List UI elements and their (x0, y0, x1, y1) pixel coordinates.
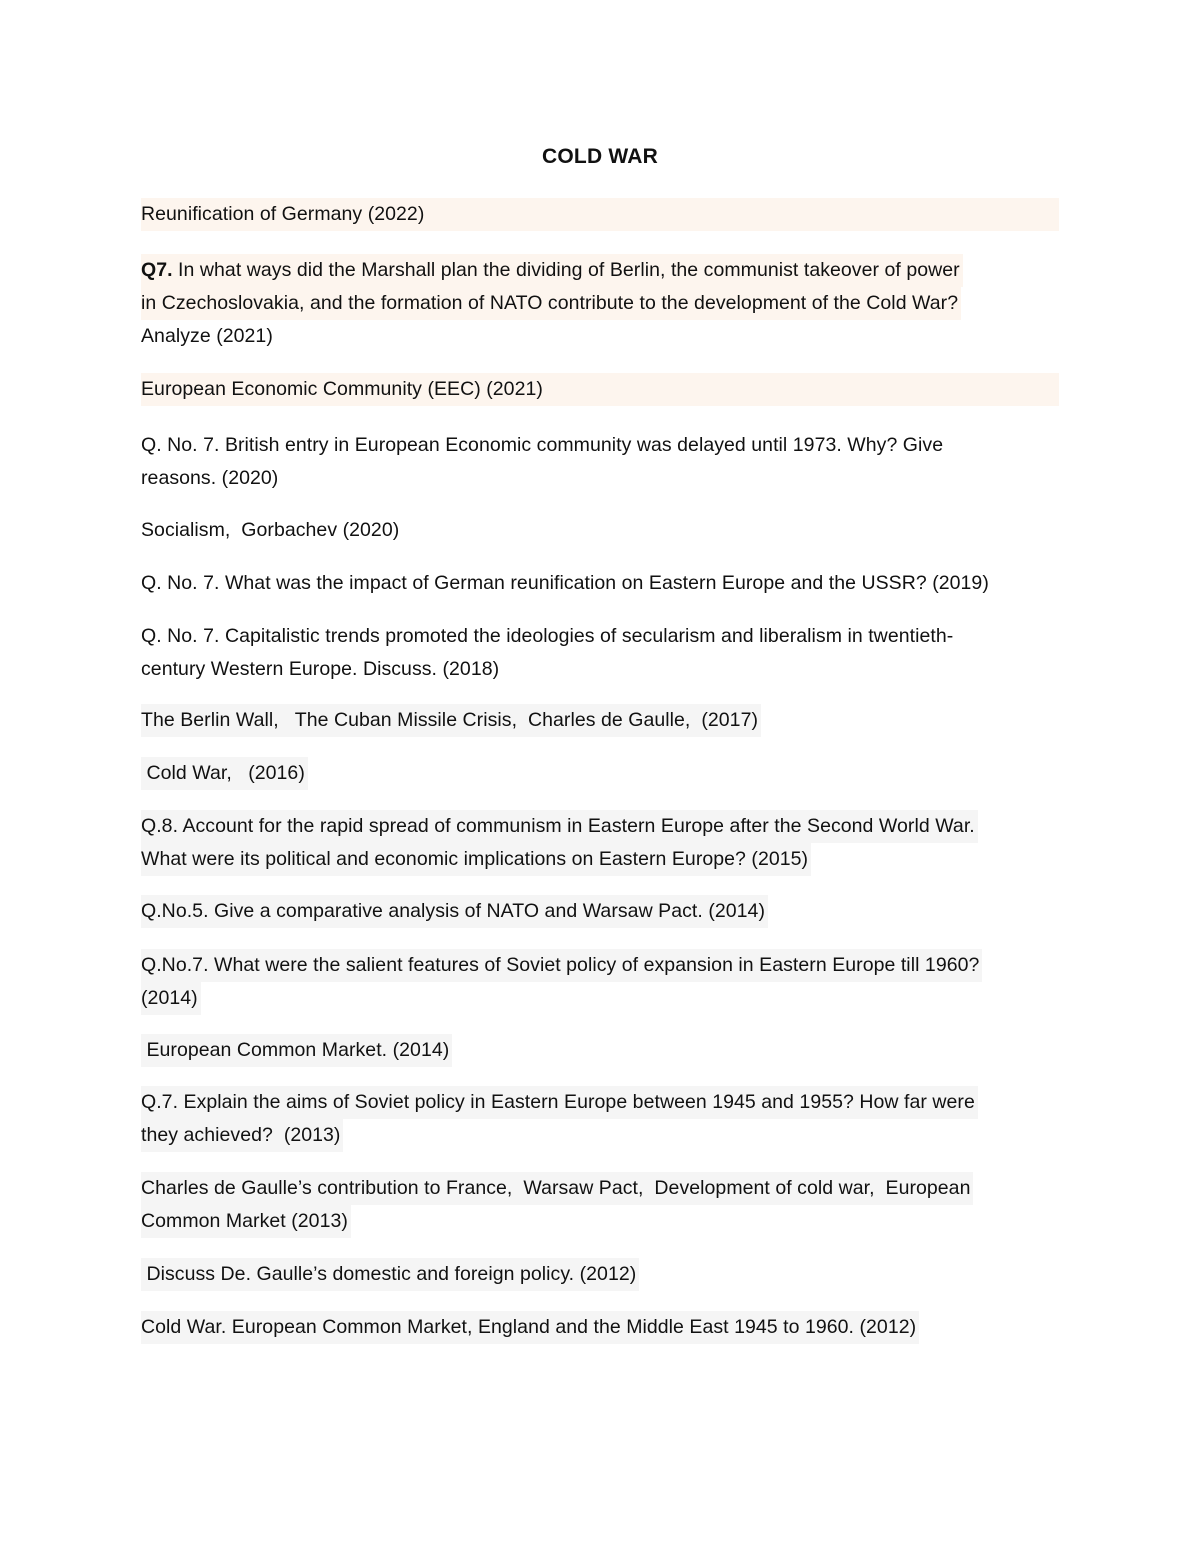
topic-entry (141, 1034, 452, 1067)
text-line: Q.No.5. Give a comparative analysis of NATO and Warsaw Pact. (2014) (141, 895, 768, 928)
text-line: Cold War, (2016) (141, 757, 308, 790)
text-line: Q.No.7. What were the salient features of Soviet policy of expansion in Eastern Europe till 1960? (141, 949, 982, 982)
question-entry (141, 810, 978, 876)
text-line: reasons. (2020) (141, 467, 279, 489)
text-line: What were its political and economic implications on Eastern Europe? (2015) (141, 843, 978, 876)
text-line: Q. No. 7. What was the impact of German reunification on Eastern Europe and the USSR? (2019) (141, 572, 989, 594)
topic-entry (141, 757, 308, 790)
text-line: Reunification of Germany (2022) (141, 198, 1059, 231)
text-line: Q.7. Explain the aims of Soviet policy in Eastern Europe between 1945 and 1955? How far were (141, 1086, 978, 1119)
text-line: Q. No. 7. Capitalistic trends promoted the ideologies of secularism and liberalism in twentieth- (141, 625, 954, 647)
question-entry (141, 567, 992, 600)
question-entry (141, 895, 768, 928)
page-title: COLD WAR (542, 145, 658, 168)
text-line: Cold War. European Common Market, England and the Middle East 1945 to 1960. (2012) (141, 1311, 919, 1344)
text-line: century Western Europe. Discuss. (2018) (141, 658, 500, 680)
question-entry (141, 949, 982, 1015)
text-line: Analyze (2021) (141, 325, 273, 347)
text-line: The Berlin Wall, The Cuban Missile Crisis, Charles de Gaulle, (2017) (141, 704, 761, 737)
text-line: European Common Market. (2014) (141, 1034, 452, 1067)
text-line: Common Market (2013) (141, 1205, 973, 1238)
text-line: (2014) (141, 982, 982, 1015)
topic-entry (141, 704, 761, 737)
topic-entry (141, 1311, 919, 1344)
text-line: Q7. In what ways did the Marshall plan the dividing of Berlin, the communist takeover of power (141, 254, 963, 287)
text-line: Q. No. 7. British entry in European Economic community was delayed until 1973. Why? Give (141, 434, 944, 456)
topic-entry (141, 373, 1059, 406)
question-entry (141, 429, 946, 495)
text-line: Charles de Gaulle’s contribution to France, Warsaw Pact, Development of cold war, European (141, 1172, 973, 1205)
question-number: Q7. (141, 259, 173, 281)
topic-entry (141, 1172, 973, 1238)
text-line: Discuss De. Gaulle’s domestic and foreign policy. (2012) (141, 1258, 639, 1291)
text-line: Q.8. Account for the rapid spread of communism in Eastern Europe after the Second World War. (141, 810, 978, 843)
text-line: European Economic Community (EEC) (2021) (141, 373, 1059, 406)
text-line: they achieved? (2013) (141, 1119, 978, 1152)
question-entry (141, 620, 956, 686)
question-entry (141, 254, 963, 353)
topic-entry (141, 514, 402, 547)
question-entry (141, 1086, 978, 1152)
question-entry (141, 1258, 639, 1291)
text-line: Socialism, Gorbachev (2020) (141, 519, 400, 541)
text-line: in Czechoslovakia, and the formation of NATO contribute to the development of the Cold War? (141, 287, 963, 320)
topic-entry (141, 198, 1059, 231)
